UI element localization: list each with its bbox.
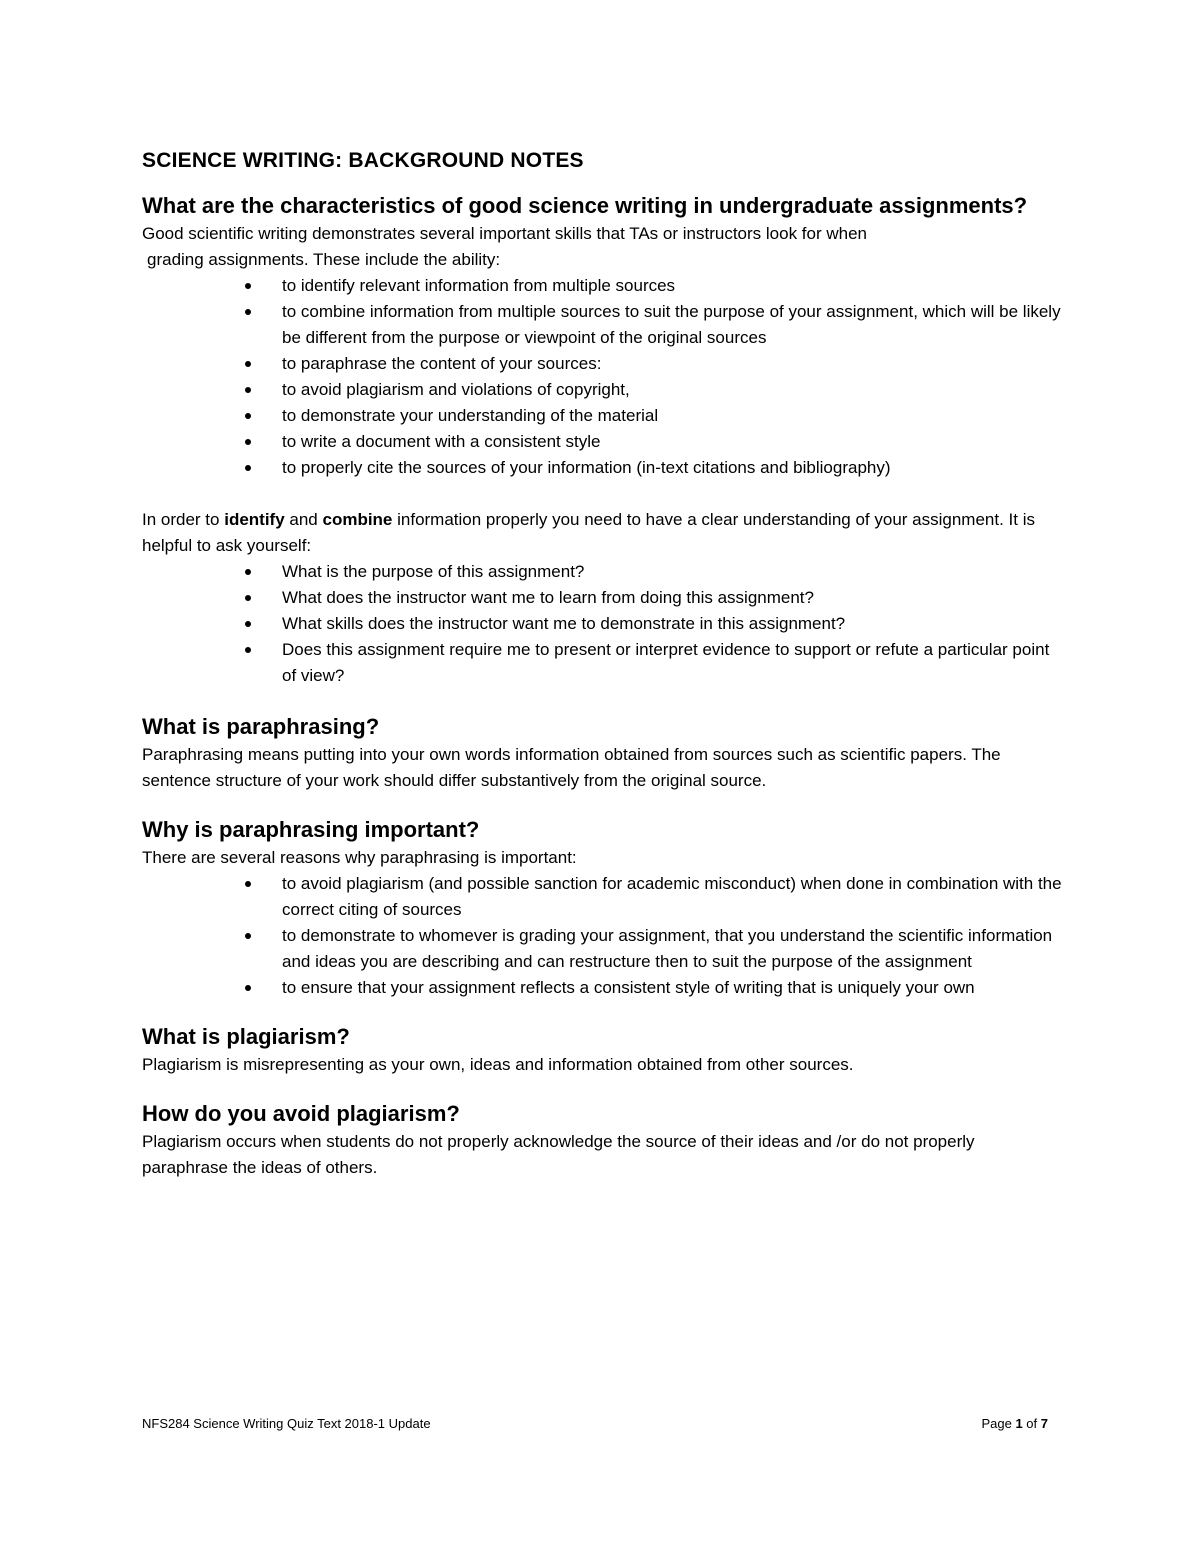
bullet-icon xyxy=(245,647,251,653)
list-item-text: to paraphrase the content of your sources: xyxy=(282,354,602,373)
page-of: of xyxy=(1022,1416,1041,1431)
bullet-icon xyxy=(245,933,251,939)
bullet-icon xyxy=(245,569,251,575)
heading-plagiarism: What is plagiarism? xyxy=(142,1024,350,1049)
heading-avoid-plagiarism: How do you avoid plagiarism? xyxy=(142,1101,460,1126)
bullet-icon xyxy=(245,465,251,471)
list-item-text: Does this assignment require me to present or interpret evidence to support or refute a particular point of view? xyxy=(282,640,1050,685)
followup-text-1: In order to xyxy=(142,510,225,529)
list-item-text: to demonstrate to whomever is grading your assignment, that you understand the scientific information and ideas you are describing and can restructure then to suit the purpose of the assignment xyxy=(282,926,1053,971)
list-item-text: What is the purpose of this assignment? xyxy=(282,562,585,581)
list-item xyxy=(282,923,1062,975)
paraphrasing-body: Paraphrasing means putting into your own words information obtained from sources such as scientific papers. The sentence structure of your work should differ substantively from the original source. xyxy=(142,745,1001,790)
followup-bold-identify: identify xyxy=(224,510,285,529)
list-item-text: to combine information from multiple sources to suit the purpose of your assignment, which will be likely be different from the purpose or viewpoint of the original sources xyxy=(282,302,1061,347)
page-number xyxy=(981,1414,1048,1434)
list-item xyxy=(282,611,1062,637)
list-item xyxy=(282,975,1062,1001)
followup-bold-combine: combine xyxy=(322,510,393,529)
list-item xyxy=(282,637,1062,689)
bullet-icon xyxy=(245,387,251,393)
characteristics-intro-line1: Good scientific writing demonstrates several important skills that TAs or instructors look for when xyxy=(142,224,867,243)
heading-paraphrasing: What is paraphrasing? xyxy=(142,714,380,739)
bullet-icon xyxy=(245,413,251,419)
document-title: SCIENCE WRITING: BACKGROUND NOTES xyxy=(142,149,584,172)
list-item-text: to avoid plagiarism (and possible sanction for academic misconduct) when done in combination with the correct citing of sources xyxy=(282,874,1062,919)
characteristics-intro-line2: grading assignments. These include the ability: xyxy=(147,250,501,269)
page-current: 1 xyxy=(1015,1416,1023,1431)
list-item xyxy=(282,351,1062,377)
bullet-icon xyxy=(245,621,251,627)
questions-list xyxy=(142,559,1062,689)
list-item xyxy=(282,585,1062,611)
list-item xyxy=(282,559,1062,585)
list-item xyxy=(282,429,1062,455)
list-item-text: to write a document with a consistent style xyxy=(282,432,601,451)
bullet-icon xyxy=(245,361,251,367)
importance-intro: There are several reasons why paraphrasing is important: xyxy=(142,848,577,867)
followup-paragraph xyxy=(142,507,1062,559)
characteristics-intro xyxy=(142,221,1062,273)
followup-text-3: information properly you need to have a clear understanding of your assignment. It is helpful to ask yourself: xyxy=(142,510,1035,555)
bullet-icon xyxy=(245,439,251,445)
bullet-icon xyxy=(245,595,251,601)
footer-document-info: NFS284 Science Writing Quiz Text 2018-1 Update xyxy=(142,1416,431,1431)
heading-paraphrasing-importance: Why is paraphrasing important? xyxy=(142,817,480,842)
list-item-text: What skills does the instructor want me to demonstrate in this assignment? xyxy=(282,614,846,633)
page-total: 7 xyxy=(1040,1416,1048,1431)
avoid-plagiarism-body: Plagiarism occurs when students do not properly acknowledge the source of their ideas and /or do not properly paraphrase the ideas of others. xyxy=(142,1132,975,1177)
heading-characteristics: What are the characteristics of good science writing in undergraduate assignments? xyxy=(142,193,1028,218)
bullet-icon xyxy=(245,283,251,289)
bullet-icon xyxy=(245,985,251,991)
plagiarism-body: Plagiarism is misrepresenting as your own, ideas and information obtained from other sources. xyxy=(142,1055,854,1074)
list-item xyxy=(282,273,1062,299)
list-item xyxy=(282,455,1062,481)
list-item xyxy=(282,871,1062,923)
bullet-icon xyxy=(245,881,251,887)
document-body xyxy=(142,146,1062,1181)
importance-list xyxy=(142,871,1062,1001)
list-item-text: What does the instructor want me to learn from doing this assignment? xyxy=(282,588,814,607)
list-item-text: to ensure that your assignment reflects a consistent style of writing that is uniquely your own xyxy=(282,978,975,997)
list-item xyxy=(282,377,1062,403)
page-label: Page xyxy=(981,1416,1016,1431)
followup-text-2: and xyxy=(284,510,323,529)
list-item-text: to properly cite the sources of your information (in-text citations and bibliography) xyxy=(282,458,891,477)
list-item-text: to demonstrate your understanding of the material xyxy=(282,406,659,425)
list-item xyxy=(282,299,1062,351)
skills-list xyxy=(142,273,1062,481)
list-item-text: to avoid plagiarism and violations of copyright, xyxy=(282,380,630,399)
list-item-text: to identify relevant information from multiple sources xyxy=(282,276,676,295)
list-item xyxy=(282,403,1062,429)
bullet-icon xyxy=(245,309,251,315)
